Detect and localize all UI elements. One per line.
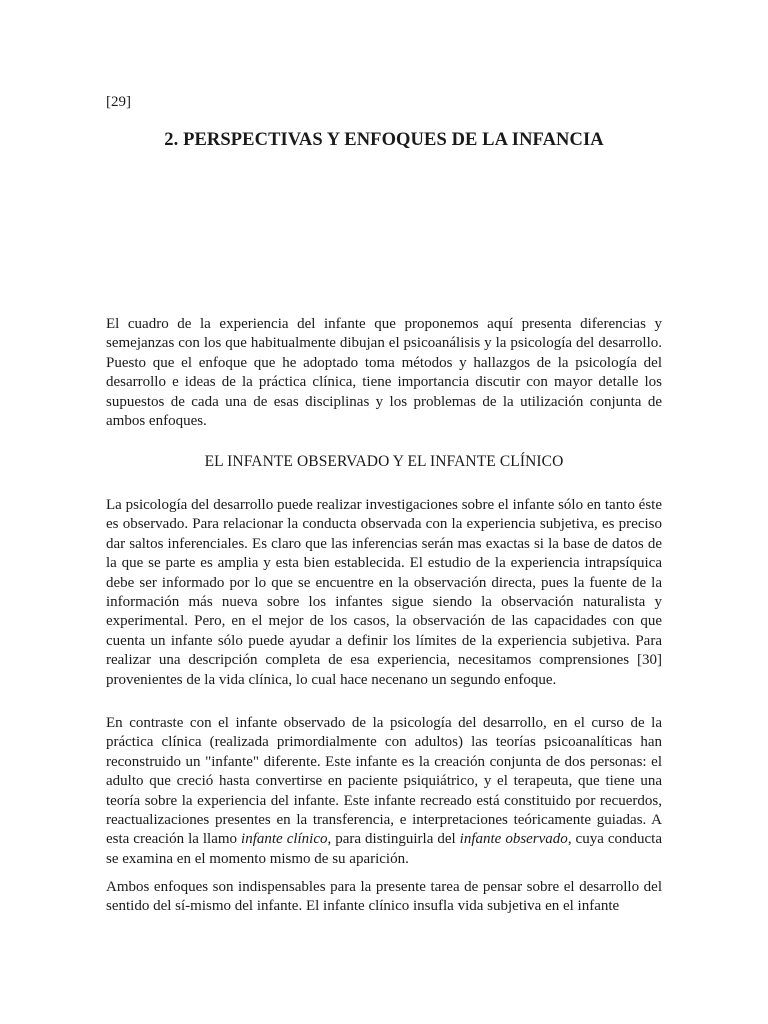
paragraph-text: En contraste con el infante observado de la psicología del desarrollo, en el curso de la práctica clínica (realizada primordialmente con adultos) las teorías psicoanalíticas han reconstruido un "infante" diferente. Este infante es la creación conjunta de dos personas: el adulto que creció hasta convertirse en paciente psiquiátrico, y el terapeuta, que tiene una teoría sobre la experiencia del infante. Este infante recreado está constituido por recuerdos, reactualizaciones presentes en la transferencia, e interpretaciones teóricamente guiadas. A esta creación la llamo [106,715,662,848]
paragraph-text: , para distinguirla del [327,831,460,848]
page-number-marker: [29] [106,94,131,110]
chapter-title: 2. PERSPECTIVAS Y ENFOQUES DE LA INFANCIA [164,130,604,150]
section-heading: EL INFANTE OBSERVADO Y EL INFANTE CLÍNICO [204,453,564,470]
intro-paragraph: El cuadro de la experiencia del infante que proponemos aquí presenta diferencias y semejanzas con los que habitualmente dibujan el psicoanálisis y la psicología del desarrollo. Puesto que el enfoque que he adoptado toma métodos y hallazgos de la psicología del desarrollo e ideas de la práctica clínica, tiene importancia discutir con mayor detalle los supuestos de cada una de esas disciplinas y los problemas de la utilización conjunta de ambos enfoques. [106,316,662,430]
italic-term-observed-infant: infante observado [459,831,568,848]
body-paragraph-both-approaches: Ambos enfoques son indispensables para la presente tarea de pensar sobre el desarrollo del sentido del sí-mismo del infante. El infante clínico insufla vida subjetiva en el infante [106,879,662,915]
body-paragraph-clinical-infant [106,714,662,869]
paragraph-text: , cuya conducta se examina en el momento mismo de su aparición. [106,831,662,867]
italic-term-clinical-infant: infante clínico [241,831,328,848]
body-paragraph-observed-infant: La psicología del desarrollo puede realizar investigaciones sobre el infante sólo en tanto éste es observado. Para relacionar la conducta observada con la experiencia subjetiva, es preciso dar saltos inferenciales. Es claro que las inferencias serán mas exactas si la base de datos de la que se parte es amplia y esta bien establecida. El estudio de la experiencia intrapsíquica debe ser informado por lo que se encuentre en la observación directa, pues la fuente de la información más nueva sobre los infantes sigue siendo la observación naturalista y experimental. Pero, en el mejor de los casos, la observación de las capacidades con que cuenta un infante sólo puede ayudar a definir los límites de la experiencia subjetiva. Para realizar una descripción completa de esa experiencia, necesitamos comprensiones [30] provenientes de la vida clínica, lo cual hace necenano un segundo enfoque. [106,497,662,688]
